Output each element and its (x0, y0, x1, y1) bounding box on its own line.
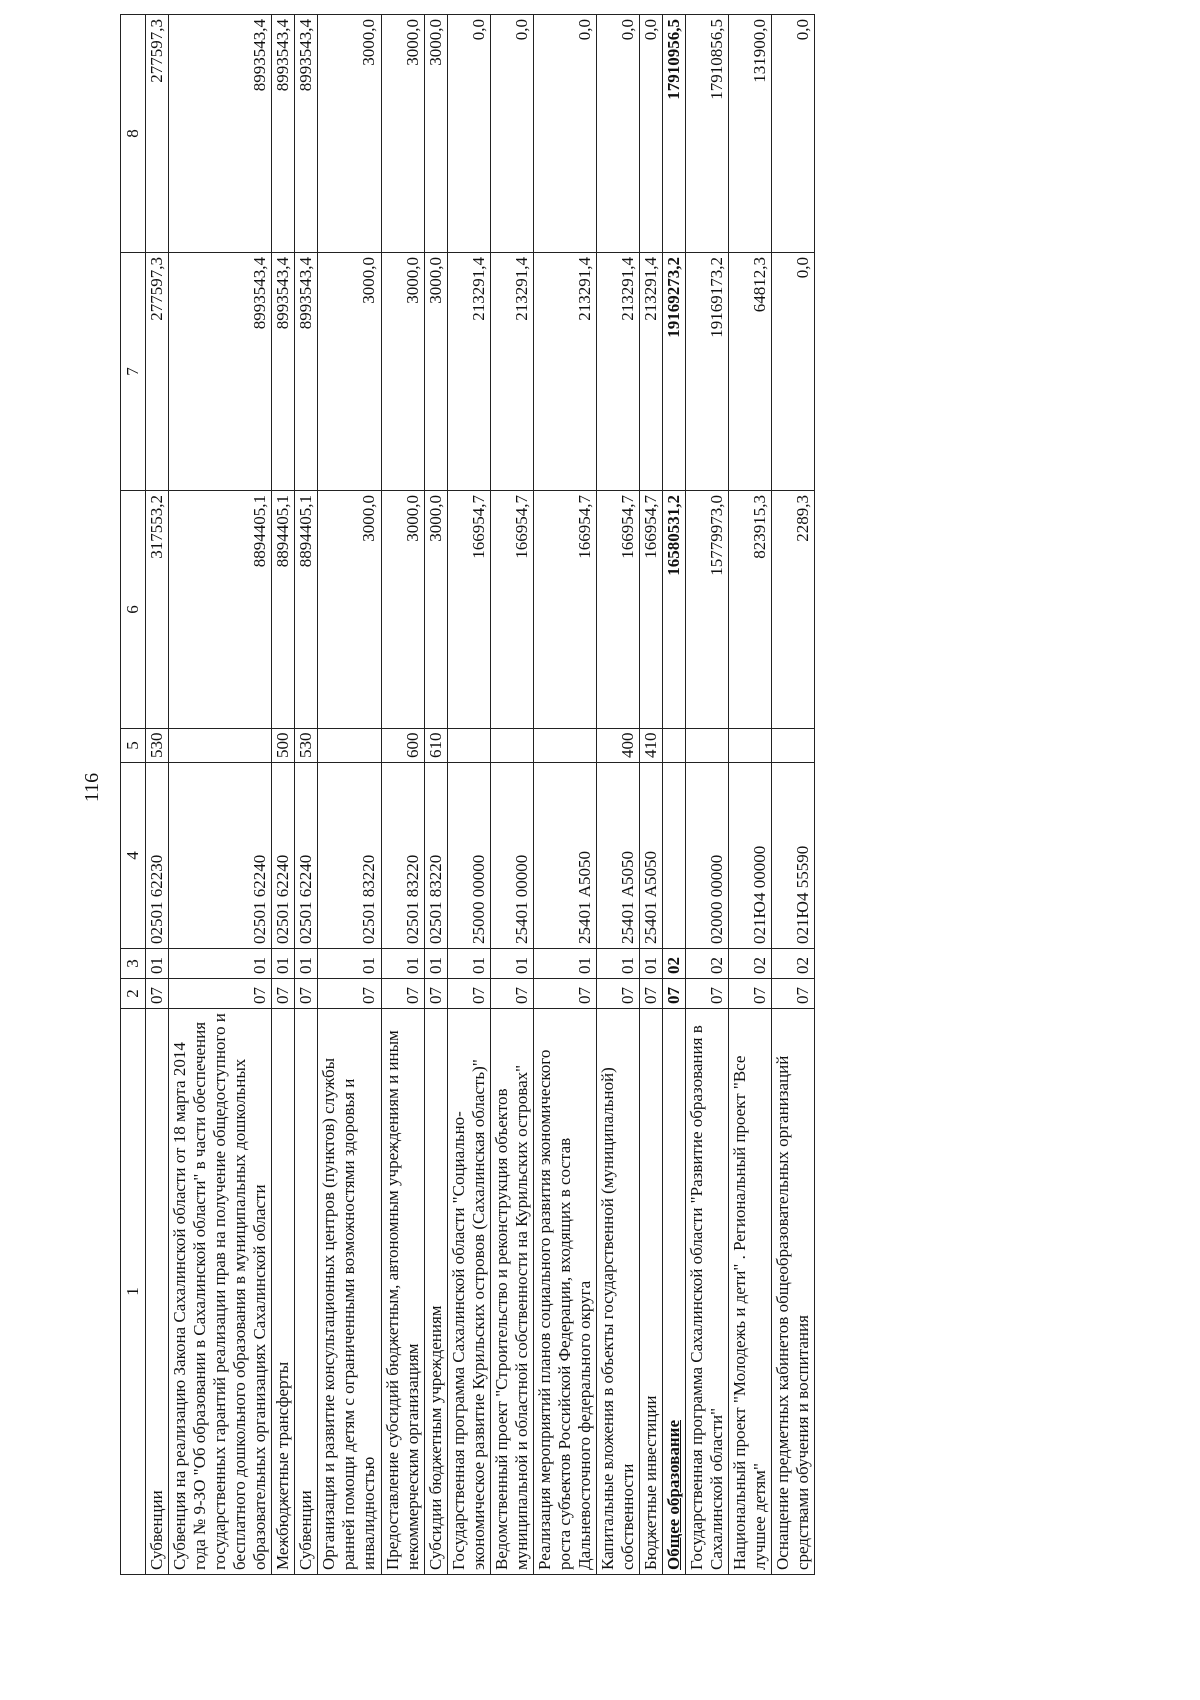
rotated-page (120, 15, 1140, 1575)
amount-col-8: 0,0 (447, 15, 490, 253)
amount-col-7: 3000,0 (424, 253, 447, 491)
table-body (146, 15, 815, 1575)
table-row (424, 15, 447, 1575)
subsection-code: 01 (318, 949, 381, 979)
description-text: Капитальные вложения в объекты государственной (муниципальной) собственности (597, 1067, 638, 1570)
amount-col-8: 17910956,5 (663, 15, 686, 253)
amount-col-6: 166954,7 (596, 491, 639, 729)
target-article-code: 25401 00000 (490, 763, 533, 949)
amount-col-8: 0,0 (533, 15, 596, 253)
target-article-code: 02501 83220 (318, 763, 381, 949)
amount-col-8: 8993543,4 (272, 15, 295, 253)
expense-type-code: 600 (381, 729, 424, 763)
amount-col-7: 64812,3 (729, 253, 772, 491)
section-code: 07 (533, 979, 596, 1009)
column-header-7: 7 (121, 253, 146, 491)
column-header-2: 2 (121, 979, 146, 1009)
amount-col-7: 213291,4 (640, 253, 663, 491)
page-number: 116 (81, 772, 104, 803)
table-row (490, 15, 533, 1575)
subsection-code: 01 (640, 949, 663, 979)
table-row (381, 15, 424, 1575)
column-header-1: 1 (121, 1009, 146, 1575)
subsection-code: 01 (381, 949, 424, 979)
section-code: 07 (169, 979, 272, 1009)
amount-col-8: 277597,3 (146, 15, 169, 253)
amount-col-8: 0,0 (772, 15, 815, 253)
target-article-code: 02000 00000 (686, 763, 729, 949)
amount-col-6: 8894405,1 (169, 491, 272, 729)
section-code: 07 (490, 979, 533, 1009)
amount-col-7: 0,0 (772, 253, 815, 491)
amount-col-7: 8993543,4 (272, 253, 295, 491)
amount-col-7: 213291,4 (490, 253, 533, 491)
expense-type-code (686, 729, 729, 763)
expense-type-code: 610 (424, 729, 447, 763)
amount-col-6: 166954,7 (533, 491, 596, 729)
amount-col-8: 0,0 (596, 15, 639, 253)
section-code: 07 (272, 979, 295, 1009)
amount-col-7: 3000,0 (381, 253, 424, 491)
section-code: 07 (640, 979, 663, 1009)
target-article-code: 25000 00000 (447, 763, 490, 949)
amount-col-6: 166954,7 (640, 491, 663, 729)
expense-type-code (490, 729, 533, 763)
description-text: Государственная программа Сахалинской области "Социально-экономическое развитие Курильских островов (Сахалинская область)" (448, 1059, 488, 1570)
subsection-code: 01 (533, 949, 596, 979)
subsection-code: 01 (295, 949, 318, 979)
amount-col-8: 3000,0 (424, 15, 447, 253)
table-row (318, 15, 381, 1575)
table-row (663, 15, 686, 1575)
description-text: Реализация мероприятий планов социального развития экономического роста субъектов Российской Федерации, входящих в состав Дальневосточного федерального округа (534, 1049, 594, 1570)
description-text: Субвенции (296, 1490, 316, 1570)
amount-col-7: 277597,3 (146, 253, 169, 491)
description-text: Межбюджетные трансферты (273, 1361, 293, 1570)
expense-type-code: 400 (596, 729, 639, 763)
row-description (533, 1009, 596, 1575)
amount-col-7: 8993543,4 (169, 253, 272, 491)
row-description (729, 1009, 772, 1575)
row-description (272, 1009, 295, 1575)
amount-col-8: 17910856,5 (686, 15, 729, 253)
amount-col-6: 3000,0 (424, 491, 447, 729)
table-row (447, 15, 490, 1575)
amount-col-8: 3000,0 (318, 15, 381, 253)
amount-col-6: 823915,3 (729, 491, 772, 729)
target-article-code: 02501 62240 (272, 763, 295, 949)
amount-col-7: 213291,4 (596, 253, 639, 491)
description-text: Организация и развитие консультационных центров (пунктов) службы ранней помощи детям с ограниченными возможностями здоровья и инвалидностью (319, 1057, 379, 1570)
description-text: Государственная программа Сахалинской области "Развитие образования в Сахалинской области" (687, 1025, 727, 1570)
expense-type-code (318, 729, 381, 763)
expense-type-code (663, 729, 686, 763)
row-description (295, 1009, 318, 1575)
description-text: Предоставление субсидий бюджетным, автономным учреждениям и иным некоммерческим организациям (382, 1030, 422, 1570)
amount-col-6: 166954,7 (490, 491, 533, 729)
expense-type-code (772, 729, 815, 763)
expense-type-code: 500 (272, 729, 295, 763)
amount-col-8: 3000,0 (381, 15, 424, 253)
row-description (490, 1009, 533, 1575)
column-header-8: 8 (121, 15, 146, 253)
section-code: 07 (686, 979, 729, 1009)
table-row (533, 15, 596, 1575)
row-description (772, 1009, 815, 1575)
section-code: 07 (729, 979, 772, 1009)
subsection-code: 01 (169, 949, 272, 979)
target-article-code: 02501 83220 (381, 763, 424, 949)
expense-type-code: 410 (640, 729, 663, 763)
column-header-6: 6 (121, 491, 146, 729)
description-text: Субсидии бюджетным учреждениям (425, 1305, 445, 1570)
target-article-code: 021Ю4 00000 (729, 763, 772, 949)
expense-type-code (447, 729, 490, 763)
subsection-code: 02 (686, 949, 729, 979)
column-header-5: 5 (121, 729, 146, 763)
expense-type-code (729, 729, 772, 763)
table-row (146, 15, 169, 1575)
row-description (318, 1009, 381, 1575)
target-article-code: 25401 А5050 (533, 763, 596, 949)
section-code: 07 (146, 979, 169, 1009)
target-article-code: 021Ю4 55590 (772, 763, 815, 949)
amount-col-7: 19169173,2 (686, 253, 729, 491)
amount-col-6: 15779973,0 (686, 491, 729, 729)
table-row (272, 15, 295, 1575)
table-row (772, 15, 815, 1575)
amount-col-7: 8993543,4 (295, 253, 318, 491)
column-header-4: 4 (121, 763, 146, 949)
row-description (169, 1009, 272, 1575)
target-article-code: 25401 А5050 (640, 763, 663, 949)
subsection-code: 01 (146, 949, 169, 979)
amount-col-7: 19169273,2 (663, 253, 686, 491)
subsection-code: 01 (596, 949, 639, 979)
expense-type-code (169, 729, 272, 763)
budget-table (120, 14, 815, 1575)
subsection-code: 01 (490, 949, 533, 979)
description-text: Национальный проект "Молодежь и дети" . Региональный проект "Все лучшее детям" (730, 1055, 770, 1570)
amount-col-6: 8894405,1 (272, 491, 295, 729)
amount-col-7: 3000,0 (318, 253, 381, 491)
row-description (596, 1009, 639, 1575)
amount-col-6: 2289,3 (772, 491, 815, 729)
row-description (381, 1009, 424, 1575)
amount-col-8: 131900,0 (729, 15, 772, 253)
row-description (663, 1009, 686, 1575)
description-text: Бюджетные инвестиции (641, 1395, 661, 1570)
section-code: 07 (381, 979, 424, 1009)
subsection-code: 01 (447, 949, 490, 979)
amount-col-6: 3000,0 (318, 491, 381, 729)
table-row (729, 15, 772, 1575)
row-description (640, 1009, 663, 1575)
subsection-code: 02 (772, 949, 815, 979)
target-article-code (663, 763, 686, 949)
description-text: Общее образование (664, 1420, 684, 1570)
section-code: 07 (772, 979, 815, 1009)
row-description (424, 1009, 447, 1575)
table-row (686, 15, 729, 1575)
column-header-3: 3 (121, 949, 146, 979)
target-article-code: 25401 А5050 (596, 763, 639, 949)
description-text: Оснащение предметных кабинетов общеобразовательных организаций средствами обучения и воспитания (773, 1055, 813, 1570)
table-row (169, 15, 272, 1575)
subsection-code: 01 (424, 949, 447, 979)
table-row (596, 15, 639, 1575)
amount-col-8: 0,0 (640, 15, 663, 253)
expense-type-code: 530 (295, 729, 318, 763)
amount-col-8: 8993543,4 (295, 15, 318, 253)
subsection-code: 01 (272, 949, 295, 979)
target-article-code: 02501 62230 (146, 763, 169, 949)
target-article-code: 02501 62240 (295, 763, 318, 949)
row-description (686, 1009, 729, 1575)
expense-type-code (533, 729, 596, 763)
amount-col-7: 213291,4 (447, 253, 490, 491)
subsection-code: 02 (729, 949, 772, 979)
description-text: Ведомственный проект "Строительство и реконструкция объектов муниципальной и областной собственности на Курильских островах" (491, 1064, 531, 1570)
row-description (146, 1009, 169, 1575)
row-description (447, 1009, 490, 1575)
amount-col-6: 16580531,2 (663, 491, 686, 729)
table-row (295, 15, 318, 1575)
section-code: 07 (663, 979, 686, 1009)
section-code: 07 (318, 979, 381, 1009)
amount-col-8: 0,0 (490, 15, 533, 253)
amount-col-8: 8993543,4 (169, 15, 272, 253)
section-code: 07 (424, 979, 447, 1009)
header-row (121, 15, 146, 1575)
amount-col-6: 3000,0 (381, 491, 424, 729)
expense-type-code: 530 (146, 729, 169, 763)
section-code: 07 (447, 979, 490, 1009)
section-code: 07 (596, 979, 639, 1009)
amount-col-7: 213291,4 (533, 253, 596, 491)
target-article-code: 02501 83220 (424, 763, 447, 949)
target-article-code: 02501 62240 (169, 763, 272, 949)
subsection-code: 02 (663, 949, 686, 979)
amount-col-6: 166954,7 (447, 491, 490, 729)
amount-col-6: 317553,2 (146, 491, 169, 729)
description-text: Субвенции (147, 1490, 166, 1570)
amount-col-6: 8894405,1 (295, 491, 318, 729)
table-row (640, 15, 663, 1575)
section-code: 07 (295, 979, 318, 1009)
description-text: Субвенция на реализацию Закона Сахалинской области от 18 марта 2014 года № 9-ЗО "Об образовании в Сахалинской области" в части обеспечения государственных гарантий реализации прав на получение общедоступного и бесплатного дошкольного образования в муниципальных дошкольных образовательных организациях Сахалинской области (170, 1013, 270, 1570)
